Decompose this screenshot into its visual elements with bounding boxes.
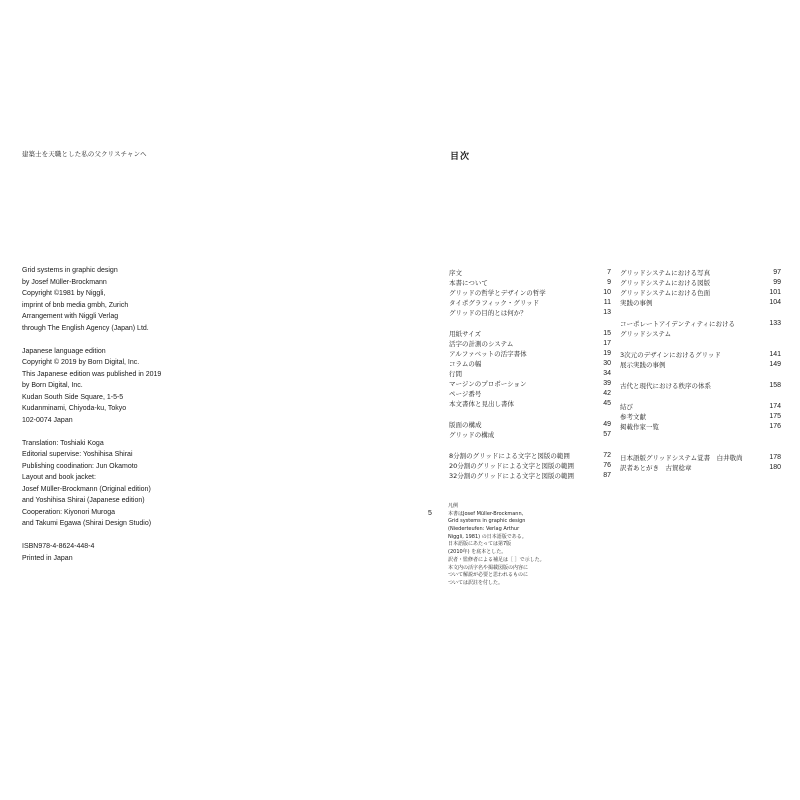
- toc-section-gap: [620, 370, 781, 381]
- toc-entry-page: 39: [603, 380, 611, 387]
- toc-entry: [620, 329, 781, 339]
- toc-entry: [449, 329, 611, 339]
- note-line: 日本語版にあたっては第7版: [448, 541, 512, 548]
- colophon-line: [22, 426, 161, 438]
- colophon-line: Cooperation: Kiyonori Muroga: [22, 508, 115, 516]
- toc-entry-page: 17: [603, 340, 611, 347]
- toc-entry: [620, 278, 781, 288]
- toc-entry-title: 日本語版グリッドシステム覚書 白井敬尚: [620, 454, 743, 462]
- colophon-line: Kudanminami, Chiyoda-ku, Tokyo: [22, 405, 127, 412]
- toc-entry-title: 古代と現代における秩序の体系: [620, 382, 711, 390]
- toc-section-gap: [620, 391, 781, 402]
- toc-entry-page: 13: [603, 309, 611, 316]
- right-page: [400, 0, 800, 800]
- toc-entry-title: 用紙サイズ: [449, 330, 481, 338]
- toc-entry: [620, 319, 781, 329]
- colophon-line: Grid systems in graphic design: [22, 267, 118, 274]
- page-number: 5: [428, 510, 432, 517]
- toc-entry-page: 34: [603, 370, 611, 377]
- toc-entry-page: 104: [769, 299, 781, 306]
- toc-entry-page: 11: [603, 299, 611, 306]
- toc-section-gap: [620, 432, 781, 443]
- toc-entry-page: 9: [607, 279, 611, 286]
- toc-entry-page: 141: [769, 351, 781, 358]
- toc-entry-title: 実践の事例: [620, 299, 653, 307]
- toc-entry-title: 展示実践の事例: [620, 361, 666, 369]
- toc-entry-page: 180: [769, 464, 781, 471]
- toc-entry: [620, 453, 781, 463]
- toc-entry-page: 178: [769, 454, 781, 461]
- colophon: [22, 265, 161, 564]
- colophon-line: by Josef Müller-Brockmann: [22, 278, 107, 286]
- colophon-line: and Yoshihisa Shirai (Japanese edition): [22, 497, 145, 504]
- colophon-line: imprint of bnb media gmbh, Zurich: [22, 301, 129, 309]
- toc-entry-page: 76: [603, 462, 611, 469]
- toc-entry-title: グリッドシステムにおける図版: [620, 279, 711, 287]
- toc-entry: [620, 381, 781, 391]
- toc-entry-page: 158: [769, 382, 781, 389]
- toc-entry: [620, 360, 781, 370]
- note-line: (Niederteufen: Verlag Arthur: [448, 526, 520, 533]
- toc-entry: [449, 288, 611, 298]
- colophon-line: Japanese language edition: [22, 347, 106, 355]
- colophon-line: [22, 334, 161, 346]
- toc-entry: [620, 443, 781, 453]
- toc-entry-title: 版面の構成: [449, 421, 482, 429]
- toc-entry-page: 19: [603, 350, 611, 357]
- toc-entry-page: 7: [607, 269, 611, 276]
- toc-entry-page: 87: [603, 472, 611, 479]
- note-line: 本文内の活字名や掲載図版の内容に: [448, 564, 529, 571]
- toc-entry: [449, 278, 611, 288]
- toc-entry-title: ページ番号: [449, 390, 482, 398]
- toc-entry: [449, 379, 611, 389]
- toc-entry: [449, 451, 611, 461]
- toc-entry-page: 45: [603, 400, 611, 407]
- colophon-line: and Takumi Egawa (Shirai Design Studio): [22, 520, 152, 527]
- toc-entry-title: マージンのプロポーション: [449, 380, 527, 388]
- toc-entry-title: 3次元のデザインにおけるグリッド: [620, 351, 721, 359]
- toc-entry: [449, 308, 611, 318]
- toc-entry-page: 174: [769, 403, 781, 410]
- colophon-line: through The English Agency (Japan) Ltd.: [22, 324, 149, 332]
- toc-entry-page: 99: [773, 279, 781, 286]
- toc-entry-page: 97: [773, 269, 781, 276]
- toc-title: 目次: [450, 152, 471, 162]
- toc-entry-title: 本文書体と見出し書体: [449, 400, 514, 408]
- toc-entry-title: 活字の計測のシステム: [449, 340, 514, 348]
- toc-entry: [620, 463, 781, 473]
- toc-entry-title: アルファベットの活字書体: [449, 350, 527, 358]
- toc-entry-title: グリッドシステム: [620, 330, 672, 338]
- toc-entry-title: グリッドシステムにおける色面: [620, 289, 711, 297]
- colophon-line: Publishing coodination: Jun Okamoto: [22, 462, 138, 470]
- toc-entry: [620, 350, 781, 360]
- toc-entry: [620, 412, 781, 422]
- colophon-line: This Japanese edition was published in 2019: [22, 370, 162, 378]
- toc-entry-page: 101: [769, 289, 781, 296]
- note-line: 本書はJosef Müller-Brockmann,: [448, 510, 524, 517]
- toc-entry-title: タイポグラフィック・グリッド: [449, 299, 540, 307]
- colophon-line: 102-0074 Japan: [22, 416, 73, 424]
- toc-entry-title: コラムの幅: [449, 360, 482, 368]
- colophon-line: ISBN978-4-8624-448-4: [22, 543, 95, 550]
- toc-entry-title: 掲載作家一覧: [620, 423, 659, 431]
- toc-entry: [449, 349, 611, 359]
- note-line: (2010年) を底本とした。: [448, 549, 507, 556]
- note-line: ついて解説が必要と思われるものに: [448, 572, 529, 579]
- toc-section-gap: [449, 440, 611, 451]
- toc-entry-page: 72: [603, 452, 611, 459]
- toc-entry-title: グリッドの哲学とデザインの哲学: [449, 289, 546, 297]
- toc-entry-page: 133: [769, 320, 781, 327]
- toc-entry-page: 30: [603, 360, 611, 367]
- toc-entry-title: グリッドの目的とは何か？: [449, 309, 527, 317]
- toc-entry-title: 訳者あとがき 古賀稔章: [620, 464, 692, 472]
- toc-entry: [449, 461, 611, 471]
- note-line: 凡例: [448, 503, 459, 509]
- toc-entry-title: 32分割のグリッドによる文字と図版の範囲: [449, 472, 575, 480]
- toc-entry: [449, 471, 611, 481]
- editorial-notes: [448, 503, 545, 588]
- toc-entry: [620, 402, 781, 412]
- toc-entry-page: 57: [603, 431, 611, 438]
- toc-entry: [449, 399, 611, 409]
- toc-entry-title: 序文: [449, 269, 462, 277]
- toc-entry: [449, 268, 611, 278]
- toc-section-gap: [620, 339, 781, 350]
- toc-entry: [620, 422, 781, 432]
- toc-entry: [449, 389, 611, 399]
- toc-entry: [620, 298, 781, 308]
- toc-entry-page: 176: [769, 423, 781, 430]
- toc-entry-page: 42: [603, 390, 611, 397]
- colophon-line: Kudan South Side Square, 1-5-5: [22, 393, 124, 401]
- toc-entry-page: 149: [769, 361, 781, 368]
- toc-entry-title: コーポレートアイデンティティにおける: [620, 320, 736, 328]
- toc-entry-page: [777, 443, 781, 453]
- colophon-line: [22, 530, 161, 542]
- toc-entry-page: [777, 329, 781, 339]
- toc-entry: [449, 339, 611, 349]
- toc-entry: [449, 420, 611, 430]
- colophon-line: by Born Digital, Inc.: [22, 382, 83, 389]
- toc-entry-page: 175: [769, 413, 781, 420]
- colophon-line: Copyright © 2019 by Born Digital, Inc.: [22, 359, 140, 366]
- toc-column-1: [449, 268, 611, 481]
- toc-section-gap: [449, 409, 611, 420]
- note-line: Grid systems in graphic design: [448, 518, 526, 525]
- toc-section-gap: [620, 308, 781, 319]
- toc-section-gap: [449, 318, 611, 329]
- toc-entry: [620, 288, 781, 298]
- colophon-line: Layout and book jacket:: [22, 474, 96, 481]
- toc-entry: [449, 359, 611, 369]
- colophon-line: Printed in Japan: [22, 554, 73, 562]
- toc-entry-page: 15: [603, 330, 611, 337]
- colophon-line: Arrangement with Niggli Verlag: [22, 313, 119, 320]
- toc-column-2: [620, 268, 781, 473]
- toc-entry-title: 8分割のグリッドによる文字と図版の範囲: [449, 452, 570, 460]
- colophon-line: Josef Müller-Brockmann (Original edition): [22, 485, 151, 493]
- toc-entry-title: グリッドの構成: [449, 431, 495, 439]
- toc-entry: [620, 268, 781, 278]
- note-line: Niggli, 1981) の日本語版である。: [448, 533, 527, 540]
- toc-entry: [449, 298, 611, 308]
- toc-entry: [449, 430, 611, 440]
- toc-entry-title: 20分割のグリッドによる文字と図版の範囲: [449, 462, 575, 470]
- toc-entry-title: 参考文献: [620, 413, 646, 421]
- toc-entry-title: 行間: [449, 370, 462, 378]
- note-line: ついては訳註を付した。: [448, 579, 504, 586]
- toc-entry-title: 結び: [620, 403, 633, 411]
- toc-entry-title: 本書について: [449, 279, 488, 287]
- colophon-line: Editorial supervise: Yoshihisa Shirai: [22, 451, 133, 458]
- dedication: 建築士を天職とした私の父クリスチャンへ: [22, 150, 147, 158]
- toc-entry-page: 49: [603, 421, 611, 428]
- colophon-line: Translation: Toshiaki Koga: [22, 439, 104, 447]
- colophon-line: Copyright ©1981 by Niggli,: [22, 290, 106, 297]
- note-line: 訳者・監修者による補足は［ ］で示した。: [448, 556, 545, 563]
- toc-entry: [449, 369, 611, 379]
- toc-entry-page: 10: [603, 289, 611, 296]
- toc-entry-title: グリッドシステムにおける写真: [620, 269, 711, 277]
